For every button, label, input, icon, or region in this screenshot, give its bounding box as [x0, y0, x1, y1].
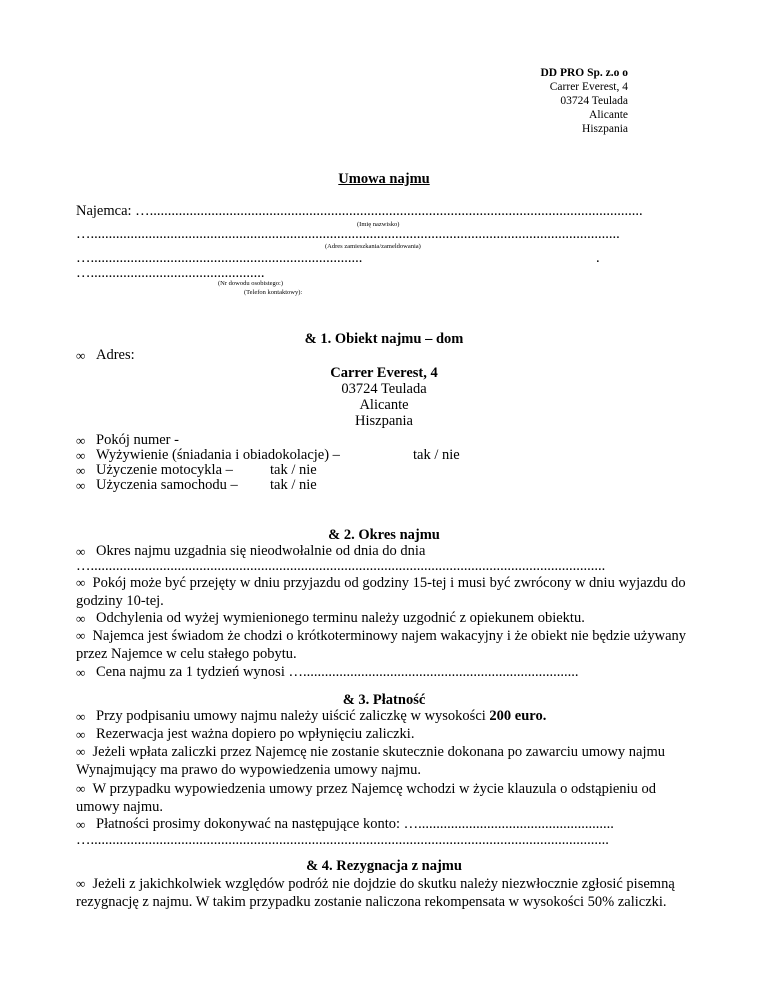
document-title: Umowa najmu — [338, 171, 430, 187]
object-country: Hiszpania — [355, 413, 413, 429]
cancellation-paragraph — [76, 875, 696, 911]
id-field: …........................................................................... — [76, 250, 363, 266]
meals-choice: tak / nie — [413, 447, 460, 463]
checkin-text: Pokój może być przejęty w dniu przyjazdu od godziny 15-tej i musi być zwrócony w dniu wyjazdu do godziny 10-tej. — [76, 575, 686, 609]
section2-heading: & 2. Okres najmu — [328, 527, 440, 543]
phone-hint: (Telefon kontaktowy): — [244, 289, 303, 296]
price-text: Cena najmu za 1 tydzień wynosi …............................................................................ — [96, 664, 579, 680]
phone-field: …................................................ — [76, 265, 265, 281]
car-item: Użyczenia samochodu – — [96, 477, 238, 493]
company-postcode-city: 03724 Teulada — [560, 95, 628, 107]
checkin-paragraph — [76, 574, 696, 610]
moto-choice: tak / nie — [270, 462, 317, 478]
bullet-icon: ∞ — [76, 575, 86, 590]
deviation-text: Odchylenia od wyżej wymienionego terminu należy uzgodnić z opiekunem obiektu. — [96, 610, 585, 626]
bullet-icon: ∞ — [76, 744, 86, 759]
company-region: Alicante — [589, 109, 628, 121]
bullet-icon: ∞ — [76, 817, 86, 832]
bullet-icon: ∞ — [76, 628, 86, 643]
payment-failure-paragraph — [76, 743, 696, 779]
id-field-dot: . — [596, 250, 600, 266]
address-hint: (Adres zamieszkania/zameldowania) — [325, 243, 421, 250]
period-text: Okres najmu uzgadnia się nieodwołalnie od dnia do dnia — [96, 543, 426, 559]
section3-heading: & 3. Płatność — [342, 692, 426, 708]
object-street: Carrer Everest, 4 — [330, 365, 438, 381]
section1-heading: & 1. Obiekt najmu – dom — [304, 331, 464, 347]
deposit-amount: 200 euro. — [489, 708, 547, 724]
room-item: Pokój numer - — [96, 432, 179, 448]
short-term-text: Najemca jest świadom że chodzi o krótkoterminowy najem wakacyjny i że obiekt nie będzie używany przez Najemce w celu stałego pobytu. — [76, 628, 687, 662]
bullet-icon: ∞ — [76, 727, 86, 742]
deposit-text — [96, 707, 546, 725]
bullet-icon: ∞ — [76, 433, 86, 448]
tenant-field: Najemca: …........................................................................................................................................ — [76, 203, 643, 219]
deposit-text-main: Przy podpisaniu umowy najmu należy uiścić zaliczkę w wysokości — [96, 708, 490, 724]
company-header — [540, 66, 628, 136]
company-street: Carrer Everest, 4 — [549, 81, 628, 93]
short-term-paragraph — [76, 627, 696, 663]
id-hint: (Nr dowodu osobistego:) — [218, 280, 283, 287]
bullet-icon: ∞ — [76, 781, 86, 796]
object-postcode: 03724 Teulada — [341, 381, 427, 397]
cancellation-text: Jeżeli z jakichkolwiek względów podróż nie dojdzie do skutku należy niezwłocznie zgłosić pisemną rezygnację z najmu. W takim przypadku zostanie naliczona rekompensata w wysokości 50% zaliczki. — [76, 876, 675, 910]
bullet-icon: ∞ — [76, 448, 86, 463]
section4-heading: & 4. Rezygnacja z najmu — [306, 858, 462, 874]
period-dots: ….............................................................................................................................................. — [76, 558, 606, 574]
bullet-icon: ∞ — [76, 544, 86, 559]
car-choice: tak / nie — [270, 477, 317, 493]
name-hint: (Imię nazwisko) — [357, 221, 400, 228]
bullet-icon: ∞ — [76, 611, 86, 626]
object-region: Alicante — [359, 397, 409, 413]
bullet-icon: ∞ — [76, 709, 86, 724]
account-text: Płatności prosimy dokonywać na następujące konto: …...................................................... — [96, 816, 614, 832]
bullet-icon: ∞ — [76, 876, 86, 891]
withdrawal-paragraph — [76, 780, 696, 816]
company-name: DD PRO Sp. z.o o — [540, 67, 628, 79]
withdrawal-text: W przypadku wypowiedzenia umowy przez Najemcę wchodzi w życie klauzula o odstąpieniu od umowy najmu. — [76, 781, 656, 815]
company-country: Hiszpania — [582, 123, 628, 135]
address-label: Adres: — [96, 347, 135, 363]
bullet-icon: ∞ — [76, 665, 86, 680]
meals-item: Wyżywienie (śniadania i obiadokolacje) – — [96, 447, 340, 463]
bullet-icon: ∞ — [76, 478, 86, 493]
bullet-icon: ∞ — [76, 463, 86, 478]
account-dots: …............................................................................................................................................... — [76, 832, 609, 848]
address-field: ….................................................................................................................................................. — [76, 226, 620, 242]
reservation-text: Rezerwacja jest ważna dopiero po wpłynięciu zaliczki. — [96, 726, 415, 742]
moto-item: Użyczenie motocykla – — [96, 462, 233, 478]
bullet-icon: ∞ — [76, 348, 86, 363]
payment-failure-text: Jeżeli wpłata zaliczki przez Najemcę nie zostanie skutecznie dokonana po zawarciu umowy najmu Wynajmujący ma prawo do wypowiedzenia umowy najmu. — [76, 744, 666, 778]
